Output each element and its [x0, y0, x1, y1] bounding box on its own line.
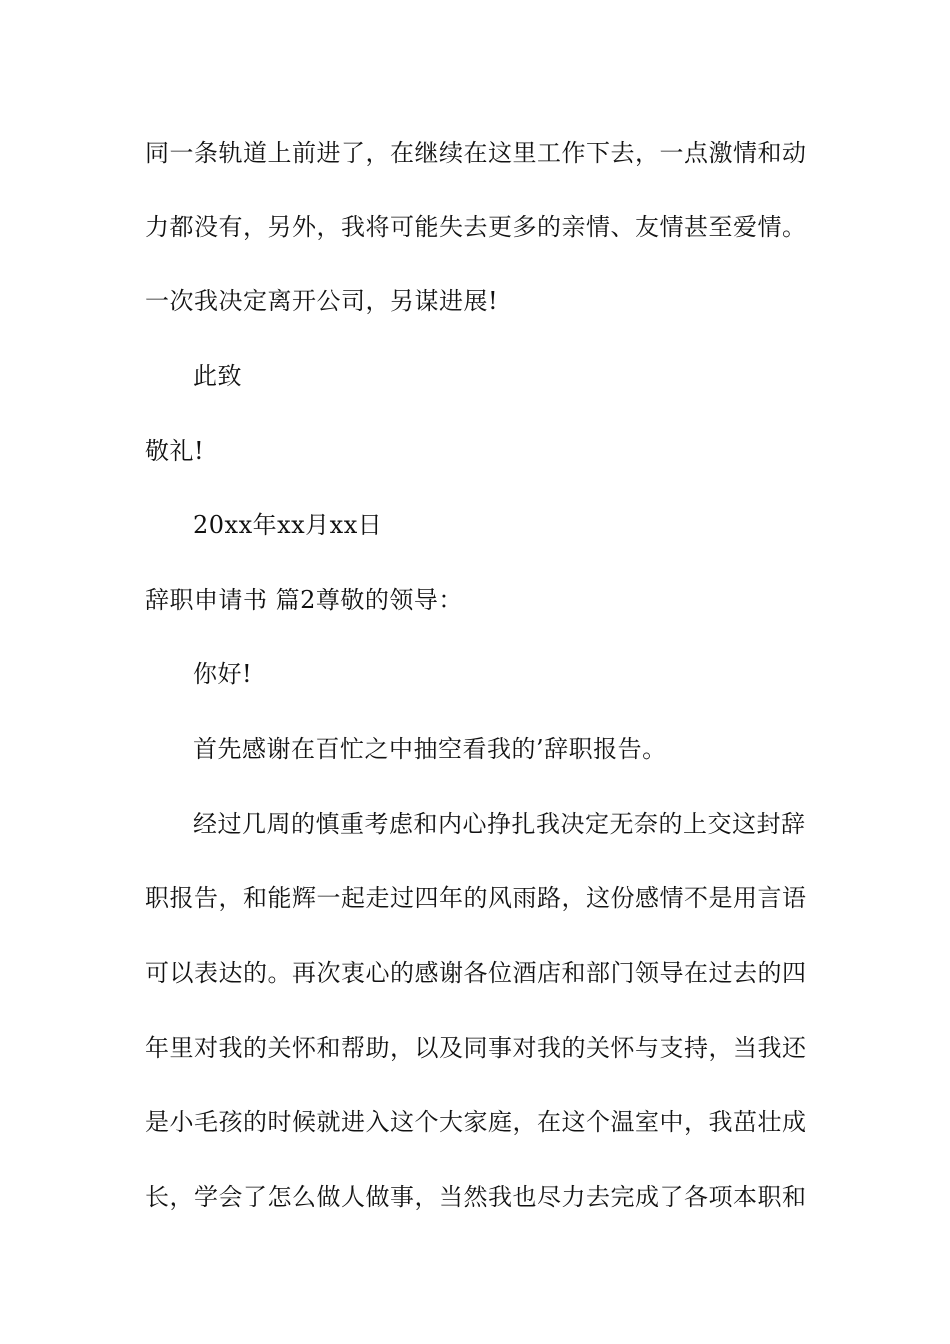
body-text-line: 可以表达的。再次衷心的感谢各位酒店和部门领导在过去的四 [145, 959, 807, 987]
body-text-line: 力都没有，另外，我将可能失去更多的亲情、友情甚至爱情。 [145, 213, 807, 241]
date-line: 20xx年xx月xx日 [193, 511, 383, 539]
body-text-line: 首先感谢在百忙之中抽空看我的’辞职报告。 [193, 735, 667, 763]
body-text-line: 职报告，和能辉一起走过四年的风雨路，这份感情不是用言语 [145, 884, 807, 912]
section-heading: 辞职申请书 篇2尊敬的领导： [145, 586, 463, 614]
body-text-line: 长，学会了怎么做人做事，当然我也尽力去完成了各项本职和 [145, 1183, 807, 1211]
greeting: 你好! [193, 660, 253, 688]
body-text-line: 是小毛孩的时候就进入这个大家庭，在这个温室中，我茁壮成 [145, 1108, 807, 1136]
closing-phrase: 此致 [193, 362, 242, 390]
salutation-closing: 敬礼! [145, 437, 205, 465]
body-text-line: 一次我决定离开公司，另谋进展! [145, 287, 499, 315]
body-text-line: 同一条轨道上前进了，在继续在这里工作下去，一点激情和动 [145, 139, 807, 167]
body-text-line: 年里对我的关怀和帮助，以及同事对我的关怀与支持，当我还 [145, 1034, 807, 1062]
body-text-line: 经过几周的慎重考虑和内心挣扎我决定无奈的上交这封辞 [193, 810, 806, 838]
